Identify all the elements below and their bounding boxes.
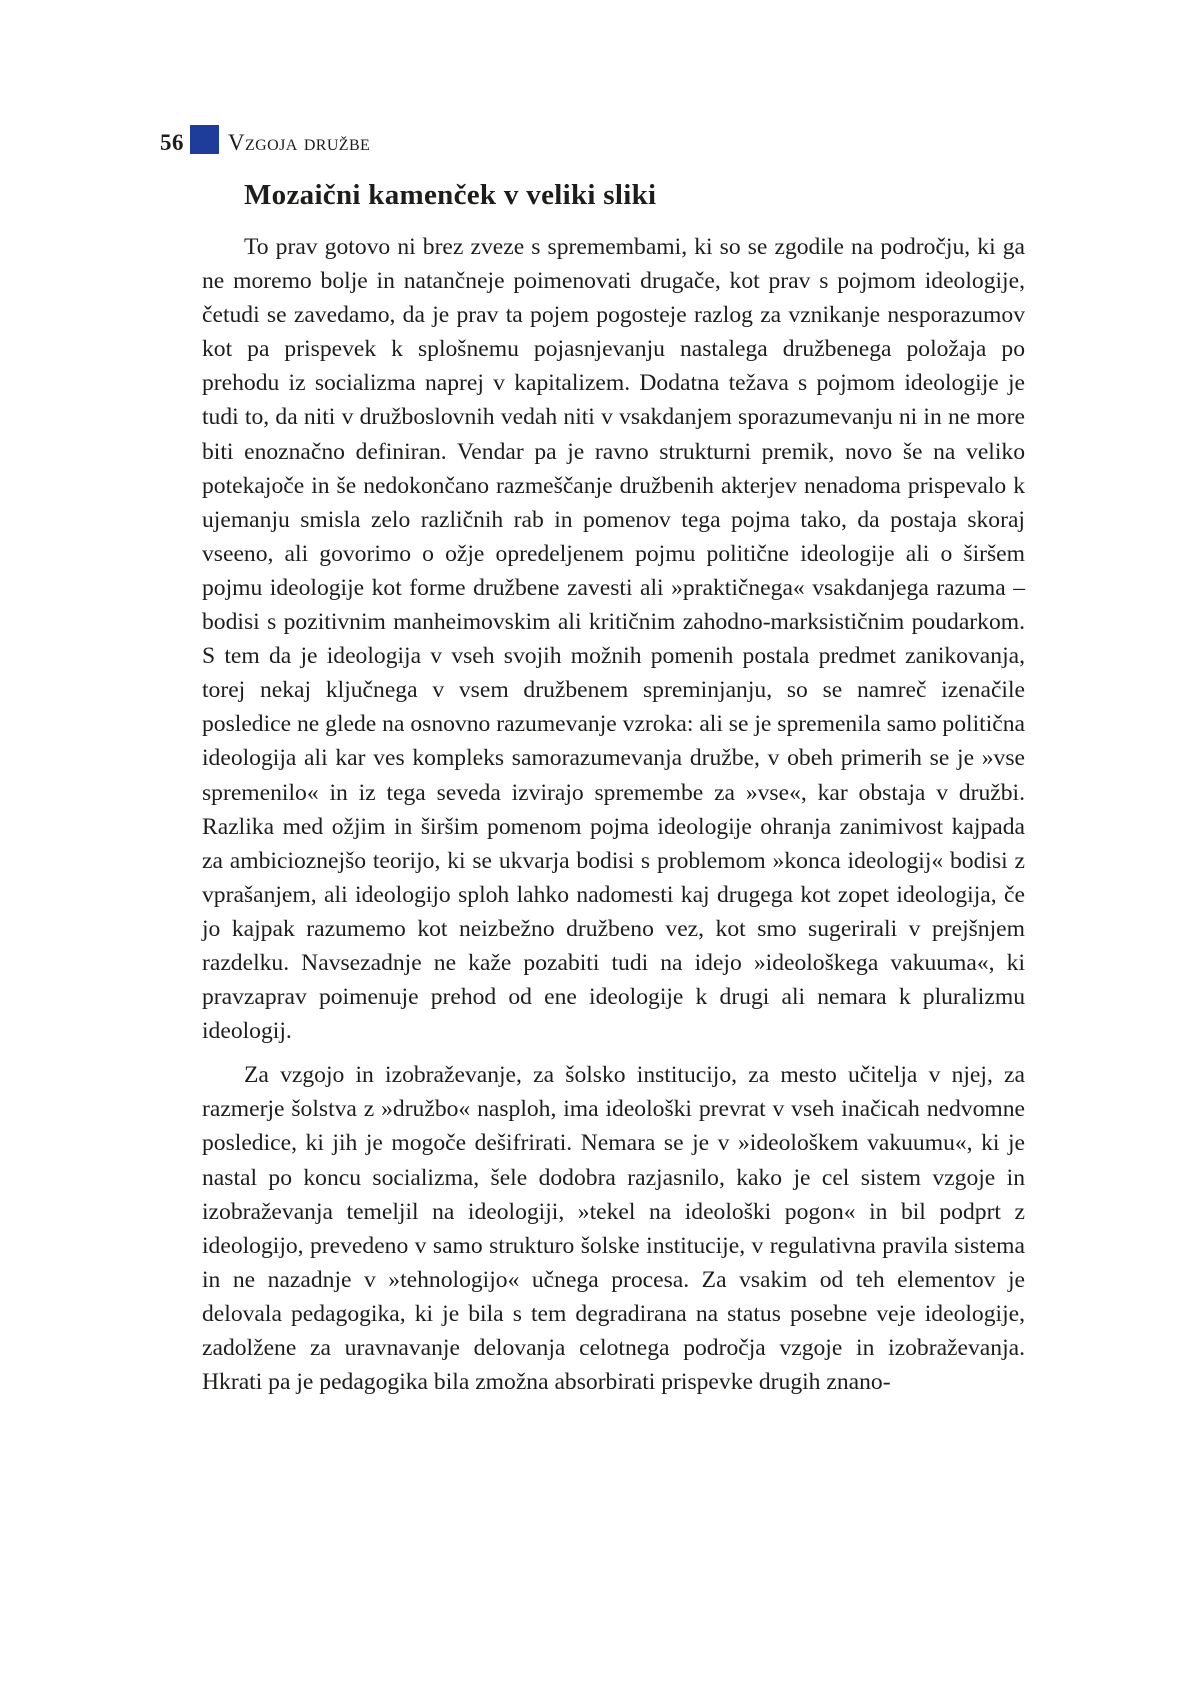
paragraph: Za vzgojo in izobraževanje, za šolsko institucijo, za mesto učitelja v njej, za razmerje šolstva z »družbo« nasploh, ima ideološki prevrat v vseh inačicah nedvomne posledice, ki jih je mogoče dešifrirati. Nemara se je v »ideološkem vakuumu«, ki je nastal po koncu socializma, šele dodobra razjasnilo, kako je cel sistem vzgoje in izobraževanja temeljil na ideologiji, »tekel na ideološki pogon« in bil podprt z ideologijo, prevedeno v samo strukturo šolske institucije, v regulativna pravila sistema in ne nazadnje v »tehnologijo« učnega procesa. Za vsakim od teh elementov je delovala pedagogika, ki je bila s tem degradirana na status posebne veje ideologije, zadolžene za uravnavanje delovanja celotnega področja vzgoje in izobraževanja. Hkrati pa je pedagogika bila zmožna absorbirati prispevke drugih znano-: [202, 1062, 1025, 1396]
running-header: [160, 124, 370, 154]
paragraph: To prav gotovo ni brez zveze s spremembami, ki so se zgodile na področju, ki ga ne moremo bolje in natančneje poimenovati drugače, kot prav s pojmom ideologije, četudi se zavedamo, da je prav ta pojem pogosteje razlog za vznikanje nesporazumov kot pa prispevek k splošnemu pojasnjevanju nastalega družbenega položaja po prehodu iz socializma naprej v kapitalizem. Dodatna težava s pojmom ideologije je tudi to, da niti v družboslovnih vedah niti v vsakdanjem sporazumevanju ni in ne more biti enoznačno definiran. Vendar pa je ravno strukturni premik, novo še na veliko potekajoče in še nedokončano razmeščanje družbenih akterjev nenadoma prispevalo k ujemanju smisla zelo različnih rab in pomenov tega pojma tako, da postaja skoraj vseeno, ali govorimo o ožje opredeljenem pojmu politične ideologije ali o širšem pojmu ideologije kot forme družbene zavesti ali »praktičnega« vsakdanjega razuma – bodisi s pozitivnim manheimovskim ali kritičnim zahodno-marksističnim poudarkom. S tem da je ideologija v vseh svojih možnih pomenih postala predmet zanikovanja, torej nekaj ključnega v vsem družbenem spreminjanju, so se namreč izenačile posledice ne glede na osnovno razumevanje vzroka: ali se je spremenila samo politična ideologija ali kar ves kompleks samorazumevanja družbe, v obeh primerih se je »vse spremenilo« in iz tega seveda izvirajo spremembe za »vse«, kar obstaja v družbi. Razlika med ožjim in širšim pomenom pojma ideologije ohranja zanimivost kajpada za ambicioznejšo teorijo, ki se ukvarja bodisi s problemom »konca ideologij« bodisi z vprašanjem, ali ideologijo sploh lahko nadomesti kaj drugega kot zopet ideologija, če jo kajpak razumemo kot neizbežno družbeno vez, kot smo sugerirali v prejšnjem razdelku. Navsezadnje ne kaže pozabiti tudi na idejo »ideološkega vakuuma«, ki pravzaprav poimenuje prehod od ene ideologije k drugi ali nemara k pluralizmu ideologij.: [202, 234, 1025, 1045]
page-number: 56: [160, 130, 184, 155]
body-text: [202, 230, 1025, 1399]
square-marker-icon: [190, 125, 219, 154]
section-heading: Mozaični kamenček v veliki sliki: [244, 179, 657, 211]
running-title: Vzgoja družbe: [228, 130, 371, 155]
